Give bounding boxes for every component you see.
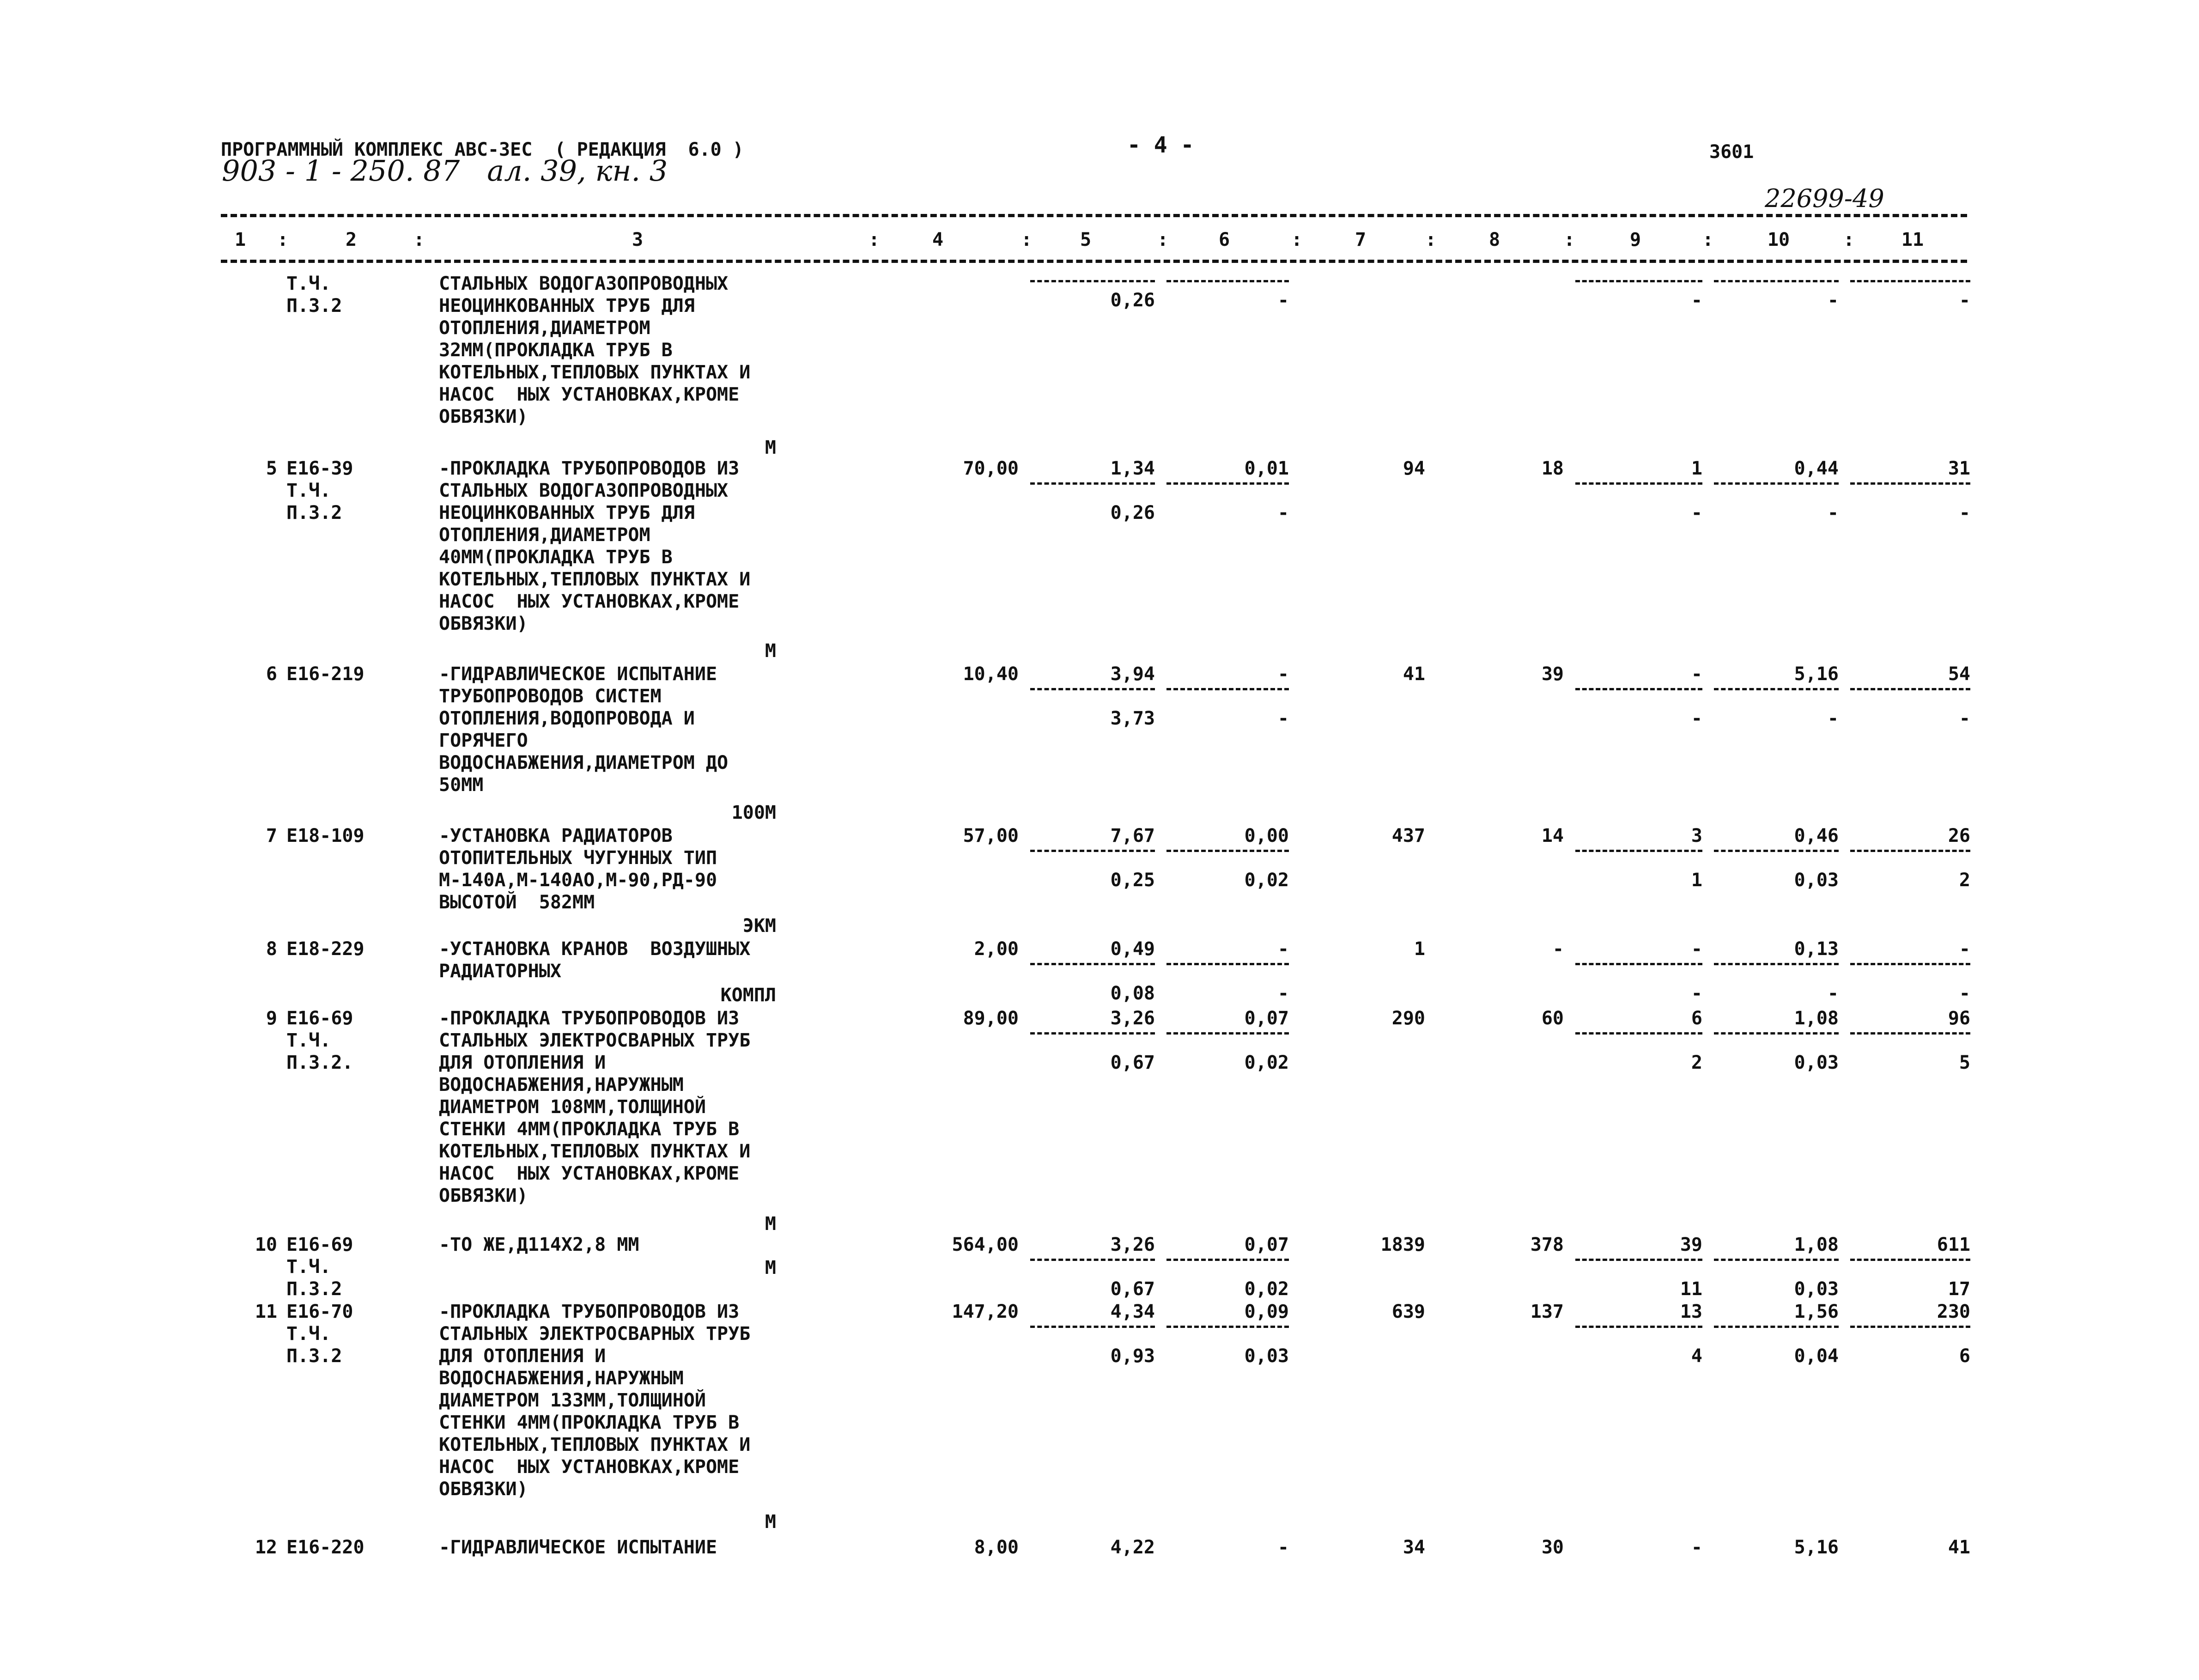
row-code: Е16-39 Т.Ч. П.3.2 <box>286 458 353 523</box>
column-separator: : <box>413 229 425 250</box>
fraction-rule <box>1166 1032 1289 1035</box>
cell-col-5-lower: 0,93 <box>1110 1345 1155 1367</box>
row-unit: М <box>765 1213 776 1235</box>
cell-col-6: 0,01 <box>1244 458 1289 479</box>
row-unit: М <box>765 1511 776 1533</box>
handwritten-code: 22699-49 <box>1765 184 1884 213</box>
column-header-5: 5 <box>1080 229 1092 250</box>
cell-col-7: 34 <box>1403 1537 1425 1558</box>
column-header-7: 7 <box>1355 229 1367 250</box>
fraction-rule <box>1850 963 1970 965</box>
cell-col-11-lower: 5 <box>1959 1052 1970 1073</box>
cell-col-10: 1,56 <box>1794 1301 1839 1322</box>
cell-col-6: - <box>1277 663 1289 685</box>
header-bottom-rule <box>221 260 1967 263</box>
cell-col-10: 0,44 <box>1794 458 1839 479</box>
row-code: Т.Ч. П.3.2 <box>286 273 342 317</box>
row-code: Е16-69 Т.Ч. П.3.2. <box>286 1008 353 1073</box>
row-description: -ТО ЖЕ,Д114Х2,8 ММ <box>439 1234 639 1255</box>
column-separator: : <box>1843 229 1855 250</box>
fraction-rule <box>1850 850 1970 852</box>
handwritten-project-note: 903 - 1 - 250. 87 ал. 39, кн. 3 <box>222 154 668 188</box>
cell-col-5: 7,67 <box>1110 825 1155 846</box>
fraction-rule <box>1575 280 1702 282</box>
row-description: -ПРОКЛАДКА ТРУБОПРОВОДОВ ИЗ СТАЛЬНЫХ ЭЛЕКТРОСВАРНЫХ ТРУБ ДЛЯ ОТОПЛЕНИЯ И ВОДОСНАБЖЕНИЯ,НАРУЖНЫМ ДИАМЕТРОМ 108ММ,ТОЛЩИНОЙ СТЕНКИ 4ММ(ПРОКЛАДКА ТРУБ В КОТЕЛЬНЫХ,ТЕПЛОВЫХ ПУНКТАХ И НАСОС НЫХ УСТАНОВКАХ,КРОМЕ ОБВЯЗКИ) <box>439 1008 751 1206</box>
cell-col-6: 0,09 <box>1244 1301 1289 1322</box>
column-header-6: 6 <box>1218 229 1230 250</box>
fraction-rule <box>1850 1326 1970 1328</box>
cell-col-11: 230 <box>1937 1301 1970 1322</box>
fraction-rule <box>1714 850 1839 852</box>
cell-col-9: 6 <box>1691 1008 1702 1029</box>
cell-col-9-lower: - <box>1691 290 1702 311</box>
cell-col-9: - <box>1691 938 1702 960</box>
fraction-rule <box>1714 963 1839 965</box>
row-number: 12 <box>255 1537 277 1558</box>
column-header-4: 4 <box>932 229 944 250</box>
column-separator: : <box>1425 229 1437 250</box>
column-separator: : <box>869 229 880 250</box>
cell-col-10-lower: 0,03 <box>1794 1278 1839 1300</box>
cell-col-8: 60 <box>1541 1008 1564 1029</box>
cell-col-8: 14 <box>1541 825 1564 846</box>
cell-col-11-lower: - <box>1959 502 1970 523</box>
cell-col-4: 10,40 <box>963 663 1019 685</box>
cell-col-9: - <box>1691 663 1702 685</box>
cell-col-4: 147,20 <box>952 1301 1019 1322</box>
column-separator: : <box>1564 229 1575 250</box>
cell-col-5: 0,49 <box>1110 938 1155 960</box>
fraction-rule <box>1030 1259 1155 1261</box>
row-description: -УСТАНОВКА КРАНОВ ВОЗДУШНЫХ РАДИАТОРНЫХ <box>439 938 751 982</box>
fraction-rule <box>1575 1326 1702 1328</box>
cell-col-4: 2,00 <box>974 938 1019 960</box>
fraction-rule <box>1575 482 1702 485</box>
cell-col-9-lower: 4 <box>1691 1345 1702 1367</box>
row-code: Е16-69 Т.Ч. П.3.2 <box>286 1234 353 1300</box>
cell-col-10-lower: - <box>1827 708 1839 729</box>
fraction-rule <box>1714 1032 1839 1035</box>
cell-col-5-lower: 0,67 <box>1110 1278 1155 1300</box>
column-separator: : <box>1157 229 1169 250</box>
row-code: Е16-219 <box>286 663 364 685</box>
cell-col-6-lower: 0,02 <box>1244 870 1289 891</box>
fraction-rule <box>1575 963 1702 965</box>
fraction-rule <box>1575 850 1702 852</box>
row-number: 9 <box>266 1008 277 1029</box>
row-number: 5 <box>266 458 277 479</box>
column-header-3: 3 <box>632 229 644 250</box>
program-title: ПРОГРАММНЫЙ КОМПЛЕКС АВС-3ЕС ( РЕДАКЦИЯ 6.0 ) <box>221 139 744 160</box>
doc-number: 3601 <box>1709 141 1754 163</box>
cell-col-6-lower: 0,03 <box>1244 1345 1289 1367</box>
column-header-8: 8 <box>1488 229 1500 250</box>
cell-col-10-lower: 0,03 <box>1794 1052 1839 1073</box>
cell-col-6-lower: 0,02 <box>1244 1278 1289 1300</box>
cell-col-6: 0,07 <box>1244 1234 1289 1255</box>
cell-col-6: - <box>1277 938 1289 960</box>
row-description: -ГИДРАВЛИЧЕСКОЕ ИСПЫТАНИЕ <box>439 1537 717 1558</box>
row-number: 10 <box>255 1234 277 1255</box>
cell-col-10-lower: - <box>1827 502 1839 523</box>
row-description: -ПРОКЛАДКА ТРУБОПРОВОДОВ ИЗ СТАЛЬНЫХ ВОДОГАЗОПРОВОДНЫХ НЕОЦИНКОВАННЫХ ТРУБ ДЛЯ ОТОПЛЕНИЯ,ДИАМЕТРОМ 40ММ(ПРОКЛАДКА ТРУБ В КОТЕЛЬНЫХ,ТЕПЛОВЫХ ПУНКТАХ И НАСОС НЫХ УСТАНОВКАХ,КРОМЕ ОБВЯЗКИ) <box>439 458 751 634</box>
cell-col-9-lower: 1 <box>1691 870 1702 891</box>
row-number: 8 <box>266 938 277 960</box>
cell-col-7: 94 <box>1403 458 1425 479</box>
cell-col-7: 290 <box>1391 1008 1425 1029</box>
fraction-rule <box>1575 688 1702 690</box>
fraction-rule <box>1166 482 1289 485</box>
fraction-rule <box>1850 1032 1970 1035</box>
cell-col-9: - <box>1691 1537 1702 1558</box>
cell-col-8: 378 <box>1530 1234 1564 1255</box>
cell-col-11: 54 <box>1948 663 1970 685</box>
cell-col-10-lower: 0,03 <box>1794 870 1839 891</box>
cell-col-11: 26 <box>1948 825 1970 846</box>
cell-col-4: 57,00 <box>963 825 1019 846</box>
cell-col-9-lower: - <box>1691 983 1702 1004</box>
cell-col-6: - <box>1277 1537 1289 1558</box>
page-number: - 4 - <box>1127 132 1194 158</box>
cell-col-10: 5,16 <box>1794 663 1839 685</box>
cell-col-7: 437 <box>1391 825 1425 846</box>
cell-col-9: 3 <box>1691 825 1702 846</box>
cell-col-11-lower: 17 <box>1948 1278 1970 1300</box>
cell-col-11-lower: - <box>1959 983 1970 1004</box>
column-separator: : <box>1702 229 1714 250</box>
cell-col-9-lower: - <box>1691 502 1702 523</box>
cell-col-5: 3,26 <box>1110 1008 1155 1029</box>
fraction-rule <box>1166 1326 1289 1328</box>
column-header-9: 9 <box>1629 229 1641 250</box>
cell-col-6-lower: - <box>1277 708 1289 729</box>
row-unit: 100М <box>731 802 776 823</box>
cell-col-9-lower: 2 <box>1691 1052 1702 1073</box>
cell-col-5-lower: 0,25 <box>1110 870 1155 891</box>
cell-col-6-lower: - <box>1277 983 1289 1004</box>
row-description: -ГИДРАВЛИЧЕСКОЕ ИСПЫТАНИЕ ТРУБОПРОВОДОВ СИСТЕМ ОТОПЛЕНИЯ,ВОДОПРОВОДА И ГОРЯЧЕГО ВОДОСНАБЖЕНИЯ,ДИАМЕТРОМ ДО 50ММ <box>439 663 729 796</box>
fraction-rule <box>1714 1326 1839 1328</box>
fraction-rule <box>1030 482 1155 485</box>
cell-col-5: 3,94 <box>1110 663 1155 685</box>
cell-col-5: 1,34 <box>1110 458 1155 479</box>
cell-col-5-lower: 0,26 <box>1110 290 1155 311</box>
cell-col-9: 13 <box>1680 1301 1702 1322</box>
cell-col-7: 1 <box>1414 938 1425 960</box>
row-number: 11 <box>255 1301 277 1322</box>
column-header-2: 2 <box>345 229 357 250</box>
cell-col-10: 1,08 <box>1794 1234 1839 1255</box>
cell-col-8: 137 <box>1530 1301 1564 1322</box>
cell-col-9-lower: 11 <box>1680 1278 1702 1300</box>
cell-col-4: 8,00 <box>974 1537 1019 1558</box>
row-code: Е16-70 Т.Ч. П.3.2 <box>286 1301 353 1367</box>
cell-col-10: 5,16 <box>1794 1537 1839 1558</box>
row-number: 7 <box>266 825 277 846</box>
fraction-rule <box>1714 280 1839 282</box>
cell-col-11-lower: 2 <box>1959 870 1970 891</box>
cell-col-6-lower: - <box>1277 502 1289 523</box>
fraction-rule <box>1030 688 1155 690</box>
fraction-rule <box>1166 688 1289 690</box>
cell-col-9: 39 <box>1680 1234 1702 1255</box>
cell-col-4: 89,00 <box>963 1008 1019 1029</box>
cell-col-5-lower: 0,26 <box>1110 502 1155 523</box>
cell-col-11: 41 <box>1948 1537 1970 1558</box>
fraction-rule <box>1850 688 1970 690</box>
cell-col-11: 31 <box>1948 458 1970 479</box>
row-description: СТАЛЬНЫХ ВОДОГАЗОПРОВОДНЫХ НЕОЦИНКОВАННЫХ ТРУБ ДЛЯ ОТОПЛЕНИЯ,ДИАМЕТРОМ 32ММ(ПРОКЛАДКА ТРУБ В КОТЕЛЬНЫХ,ТЕПЛОВЫХ ПУНКТАХ И НАСОС НЫХ УСТАНОВКАХ,КРОМЕ ОБВЯЗКИ) <box>439 273 751 427</box>
cell-col-10-lower: 0,04 <box>1794 1345 1839 1367</box>
row-unit: М <box>765 1257 776 1278</box>
cell-col-11-lower: - <box>1959 708 1970 729</box>
cell-col-7: 1839 <box>1380 1234 1425 1255</box>
column-separator: : <box>277 229 289 250</box>
row-unit: КОМПЛ <box>720 985 776 1006</box>
fraction-rule <box>1850 482 1970 485</box>
cell-col-10: 0,13 <box>1794 938 1839 960</box>
fraction-rule <box>1030 1032 1155 1035</box>
cell-col-5-lower: 0,67 <box>1110 1052 1155 1073</box>
cell-col-10-lower: - <box>1827 983 1839 1004</box>
cell-col-6-lower: 0,02 <box>1244 1052 1289 1073</box>
fraction-rule <box>1166 850 1289 852</box>
cell-col-9-lower: - <box>1691 708 1702 729</box>
row-code: Е18-109 <box>286 825 364 846</box>
row-number: 6 <box>266 663 277 685</box>
fraction-rule <box>1575 1032 1702 1035</box>
cell-col-5-lower: 3,73 <box>1110 708 1155 729</box>
row-description: -УСТАНОВКА РАДИАТОРОВ ОТОПИТЕЛЬНЫХ ЧУГУННЫХ ТИП М-140А,М-140АО,М-90,РД-90 ВЫСОТОЙ 582ММ <box>439 825 717 913</box>
cell-col-8: 30 <box>1541 1537 1564 1558</box>
fraction-rule <box>1714 688 1839 690</box>
fraction-rule <box>1166 1259 1289 1261</box>
fraction-rule <box>1030 280 1155 282</box>
fraction-rule <box>1030 1326 1155 1328</box>
top-rule <box>221 214 1967 217</box>
cell-col-4: 70,00 <box>963 458 1019 479</box>
fraction-rule <box>1166 963 1289 965</box>
fraction-rule <box>1714 482 1839 485</box>
cell-col-8: - <box>1552 938 1564 960</box>
cell-col-10: 1,08 <box>1794 1008 1839 1029</box>
cell-col-4: 564,00 <box>952 1234 1019 1255</box>
cell-col-7: 639 <box>1391 1301 1425 1322</box>
column-header-10: 10 <box>1767 229 1790 250</box>
fraction-rule <box>1030 850 1155 852</box>
cell-col-5-lower: 0,08 <box>1110 983 1155 1004</box>
cell-col-10: 0,46 <box>1794 825 1839 846</box>
row-unit: М <box>765 640 776 662</box>
cell-col-10-lower: - <box>1827 290 1839 311</box>
cell-col-5: 3,26 <box>1110 1234 1155 1255</box>
fraction-rule <box>1575 1259 1702 1261</box>
cell-col-11: 611 <box>1937 1234 1970 1255</box>
cell-col-11: - <box>1959 938 1970 960</box>
cell-col-6: 0,07 <box>1244 1008 1289 1029</box>
cell-col-5: 4,22 <box>1110 1537 1155 1558</box>
fraction-rule <box>1850 1259 1970 1261</box>
row-description: -ПРОКЛАДКА ТРУБОПРОВОДОВ ИЗ СТАЛЬНЫХ ЭЛЕКТРОСВАРНЫХ ТРУБ ДЛЯ ОТОПЛЕНИЯ И ВОДОСНАБЖЕНИЯ,НАРУЖНЫМ ДИАМЕТРОМ 133ММ,ТОЛЩИНОЙ СТЕНКИ 4ММ(ПРОКЛАДКА ТРУБ В КОТЕЛЬНЫХ,ТЕПЛОВЫХ ПУНКТАХ И НАСОС НЫХ УСТАНОВКАХ,КРОМЕ ОБВЯЗКИ) <box>439 1301 751 1500</box>
fraction-rule <box>1166 280 1289 282</box>
fraction-rule <box>1850 280 1970 282</box>
column-header-1: 1 <box>234 229 246 250</box>
cell-col-6-lower: - <box>1277 290 1289 311</box>
row-unit: ЭКМ <box>742 915 776 937</box>
fraction-rule <box>1030 963 1155 965</box>
column-separator: : <box>1021 229 1033 250</box>
cell-col-8: 39 <box>1541 663 1564 685</box>
row-code: Е18-229 <box>286 938 364 960</box>
cell-col-8: 18 <box>1541 458 1564 479</box>
fraction-rule <box>1714 1259 1839 1261</box>
column-header-11: 11 <box>1901 229 1924 250</box>
cell-col-11-lower: 6 <box>1959 1345 1970 1367</box>
cell-col-6: 0,00 <box>1244 825 1289 846</box>
cell-col-9: 1 <box>1691 458 1702 479</box>
cell-col-11-lower: - <box>1959 290 1970 311</box>
cell-col-7: 41 <box>1403 663 1425 685</box>
row-unit: М <box>765 437 776 458</box>
cell-col-11: 96 <box>1948 1008 1970 1029</box>
row-code: Е16-220 <box>286 1537 364 1558</box>
cell-col-5: 4,34 <box>1110 1301 1155 1322</box>
column-separator: : <box>1291 229 1303 250</box>
